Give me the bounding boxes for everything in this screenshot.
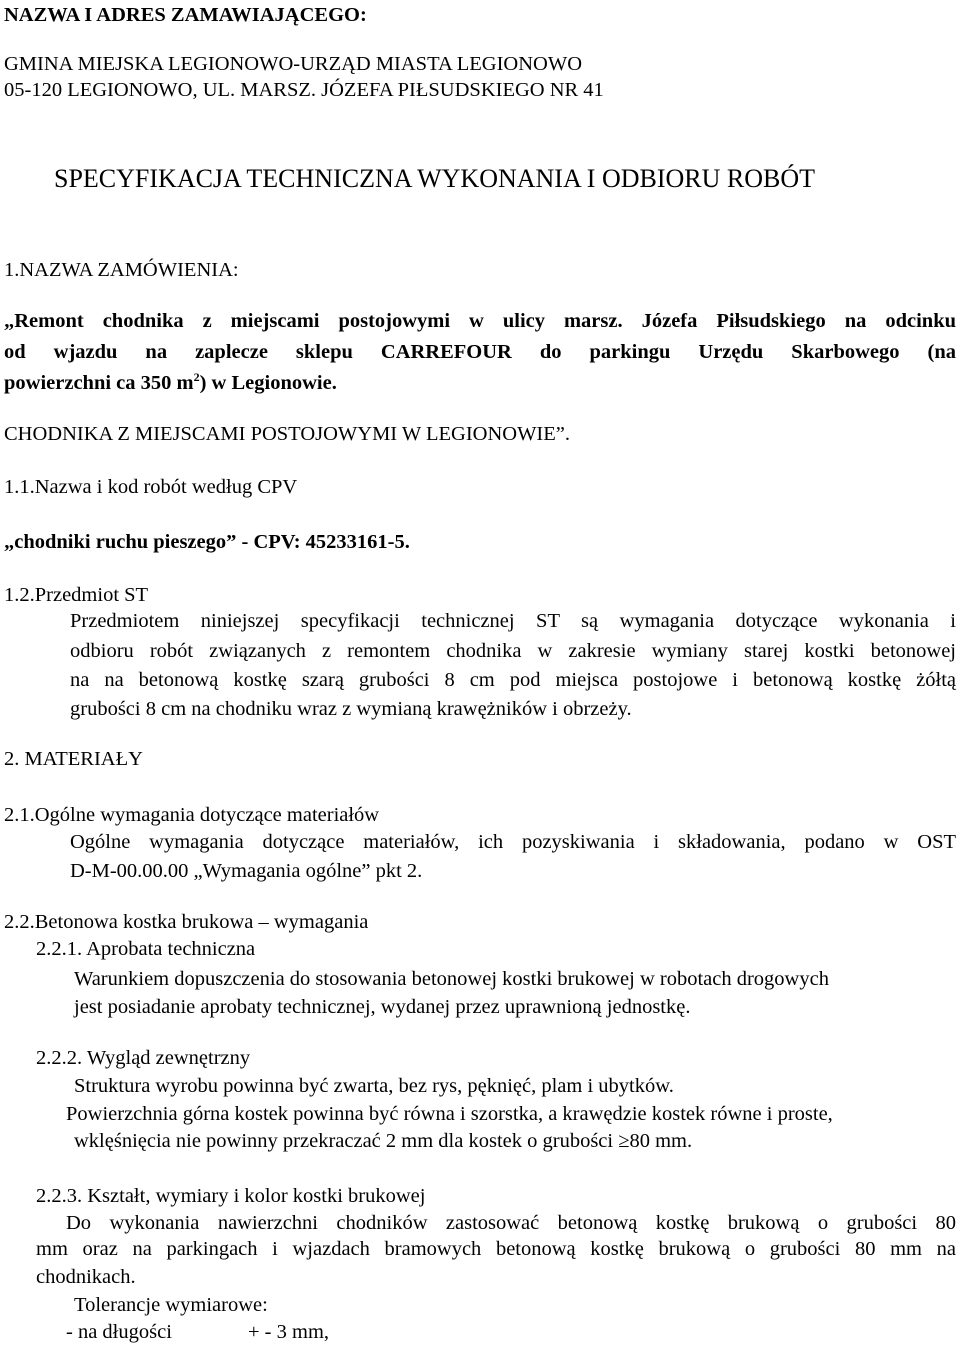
section-1-heading: 1.NAZWA ZAMÓWIENIA: [4,259,239,281]
section-2-2-3-heading: 2.2.3. Kształt, wymiary i kolor kostki brukowej [36,1185,426,1207]
orderer-address: 05-120 LEGIONOWO, UL. MARSZ. JÓZEFA PIŁSUDSKIEGO NR 41 [4,79,604,101]
shape-line-3: chodnikach. [36,1266,136,1288]
section-1-1-heading: 1.1.Nazwa i kod robót według CPV [4,476,298,498]
approval-line-1: Warunkiem dopuszczenia do stosowania betonowej kostki brukowej w robotach drogowych [74,968,829,990]
orderer-heading: NAZWA I ADRES ZAMAWIAJĄCEGO: [4,4,367,26]
section-2-2-2-heading: 2.2.2. Wygląd zewnętrzny [36,1047,251,1069]
section-1-2-heading: 1.2.Przedmiot ST [4,584,149,606]
tolerance-length-label: - na długości [66,1321,172,1343]
appearance-line-3: wklęśnięcia nie powinny przekraczać 2 mm dla kostek o grubości ≥80 mm. [74,1130,693,1152]
approval-line-2: jest posiadanie aprobaty technicznej, wydanej przez uprawnioną jednostkę. [74,996,691,1018]
document-title: SPECYFIKACJA TECHNICZNA WYKONANIA I ODBIORU ROBÓT [54,164,816,193]
order-name-line-2: od wjazdu na zaplecze sklepu CARREFOUR do parkingu Urzędu Skarbowego (na [4,341,956,363]
general-requirements-line-2: D-M-00.00.00 „Wymagania ogólne” pkt 2. [70,860,423,882]
tolerances-heading: Tolerancje wymiarowe: [74,1294,268,1316]
order-name-caps: CHODNIKA Z MIEJSCAMI POSTOJOWYMI W LEGIONOWIE”. [4,423,571,445]
order-name-line-3: powierzchni ca 350 $m^2$) w Legionowie. [4,370,337,394]
general-requirements-line-1: Ogólne wymagania dotyczące materiałów, ich pozyskiwania i składowania, podano w OST [70,831,956,853]
orderer-name: GMINA MIEJSKA LEGIONOWO-URZĄD MIASTA LEGIONOWO [4,53,583,75]
subject-line-4: grubości 8 cm na chodniku wraz z wymianą krawężników i obrzeży. [70,698,632,720]
appearance-line-1: Struktura wyrobu powinna być zwarta, bez rys, pęknięć, plam i ubytków. [74,1075,674,1097]
order-name-line-1: „Remont chodnika z miejscami postojowymi w ulicy marsz. Józefa Piłsudskiego na odcinku [4,310,956,332]
cpv-code: „chodniki ruchu pieszego” - CPV: 45233161-5. [4,531,410,553]
shape-line-2: mm oraz na parkingach i wjazdach bramowych betonową kostkę brukową o grubości 80 mm na [36,1238,956,1260]
section-2-2-1-heading: 2.2.1. Aprobata techniczna [36,938,256,960]
tolerance-length-value: + - 3 mm, [248,1321,330,1343]
shape-line-1: Do wykonania nawierzchni chodników zastosować betonową kostkę brukową o grubości 80 [66,1212,956,1234]
subject-line-1: Przedmiotem niniejszej specyfikacji technicznej ST są wymagania dotyczące wykonania i [70,610,956,632]
subject-line-3: na na betonową kostkę szarą grubości 8 cm pod miejsca postojowe i betonową kostkę żółtą [70,669,956,691]
section-2-2-heading: 2.2.Betonowa kostka brukowa – wymagania [4,911,369,933]
section-2-1-heading: 2.1.Ogólne wymagania dotyczące materiałów [4,804,380,826]
section-2-heading: 2. MATERIAŁY [4,748,143,770]
appearance-line-2: Powierzchnia górna kostek powinna być równa i szorstka, a krawędzie kostek równe i proste, [66,1103,833,1125]
subject-line-2: odbioru robót związanych z remontem chodnika w zakresie wymiany starej kostki betonowej [70,640,956,662]
